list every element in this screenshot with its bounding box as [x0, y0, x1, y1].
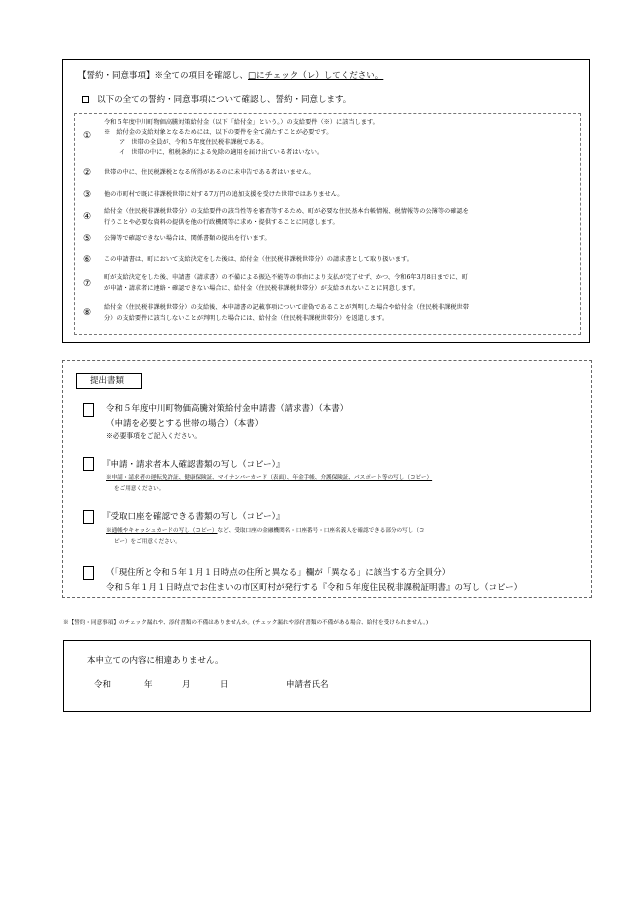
item-number-4: ④ — [83, 212, 92, 222]
date-era: 令和 — [94, 680, 112, 690]
item-number-7: ⑦ — [83, 279, 92, 289]
doc-3-title: 『受取口座を確認できる書類の写し（コピー）』 — [102, 512, 285, 522]
item-number-2: ② — [83, 168, 92, 178]
doc-2-note-2: をご用意ください。 — [114, 486, 165, 492]
item-number-6: ⑥ — [83, 255, 92, 265]
item-7-line-1: 町が支給決定をした後、申請書（請求書）の不備による振込不能等の事由により支払が完了せず、かつ、令和6年3月8日までに、町 — [104, 274, 468, 281]
item-2-line-1: 世帯の中に、住民税課税となる所得があるのに未申告である者はいません。 — [104, 169, 315, 176]
pledge-header-text: 【誓約・同意事項】※全ての項目を確認し、 — [78, 71, 249, 81]
item-1-line-4: イ 世帯の中に、租税条約による免除の適用を届け出ている者はいない。 — [119, 149, 324, 156]
item-5-line-1: 公簿等で確認できない場合は、関係書類の提出を行います。 — [104, 235, 271, 242]
item-number-1: ① — [83, 131, 92, 141]
confirmation-statement: 本申立ての内容に相違ありません。 — [87, 656, 224, 666]
item-3-line-1: 他の市町村で既に非課税世帯に対する7万円の追加支援を受けた世帯ではありません。 — [104, 191, 344, 198]
item-8-line-1: 給付金（住民税非課税世帯分）の支給後、本申請書の記載事項について虚偽であることが判明した場合や給付金（住民税非課税世帯 — [104, 304, 469, 311]
applicant-name-label: 申請者氏名 — [286, 680, 329, 690]
item-4-line-2: 行うことや必要な資料の提供を他の行政機関等に求め・提供することに同意します。 — [104, 219, 339, 226]
doc-3-note-2: ピー）をご用意ください。 — [114, 539, 181, 545]
doc-1-line-2: （申請を必要とする世帯の場合）（本書） — [106, 419, 264, 429]
doc-3-checkbox[interactable] — [83, 510, 94, 524]
date-year: 年 — [144, 680, 153, 690]
pledge-header-instruction: □にチェック（レ）してください。 — [248, 71, 384, 81]
item-7-line-2: が申請・請求者に連絡・確認できない場合に、給付金（住民税非課税世帯分）が支給されないことに同意します。 — [104, 285, 420, 292]
item-1-line-3: ア 世帯の全員が、令和５年度住民税非課税である。 — [119, 139, 268, 146]
item-number-5: ⑤ — [83, 234, 92, 244]
doc-1-checkbox[interactable] — [83, 403, 94, 417]
doc-1-line-1: 令和５年度中川町物価高騰対策給付金申請書（請求書）（本書） — [106, 404, 349, 414]
item-number-8: ⑧ — [83, 308, 92, 318]
date-month: 月 — [182, 680, 191, 690]
attachment-note: ※【誓約・同意事項】のチェック漏れや、添付書類の不備はありませんか。(チェック漏れや添付書類の不備がある場合、給付を受けられません。) — [63, 620, 429, 626]
documents-label: 提出書類 — [90, 376, 125, 386]
doc-4-checkbox[interactable] — [83, 566, 94, 580]
doc-2-title: 『申請・請求者本人確認書類の写し（コピー）』 — [102, 460, 285, 470]
doc-3-note-1a: ※通帳やキャッシュカードの写し（コピー） — [106, 528, 218, 534]
agree-label: 以下の全ての誓約・同意事項について確認し、誓約・同意します。 — [97, 95, 352, 105]
doc-4-line-1: （「現住所と令和５年１月１日時点の住所と異なる」欄が「異なる」に該当する方全員分） — [106, 568, 451, 578]
doc-3-note-1b: など、受取口座の金融機関名・口座番号・口座名義人を確認できる部分の写し（コ — [217, 528, 425, 534]
agree-row — [82, 96, 351, 105]
applicant-name-field[interactable] — [340, 676, 570, 692]
item-1-line-1: 令和５年度中川町物価高騰対策給付金（以下「給付金」という。）の支給要件（※）に該当します。 — [104, 119, 379, 126]
date-day: 日 — [220, 680, 229, 690]
doc-1-line-3: ※必要事項をご記入ください。 — [106, 432, 202, 440]
item-4-line-1: 給付金（住民税非課税世帯分）の支給要件の該当性等を審査等するため、町が必要な住民基本台帳情報、税情報等の公簿等の確認を — [104, 208, 469, 215]
item-number-3: ③ — [83, 190, 92, 200]
item-1-line-2: ※ 給付金の支給対象となるためには、以下の要件を全て満たすことが必要です。 — [104, 129, 333, 136]
agree-checkbox[interactable] — [82, 96, 89, 103]
doc-3-note-1 — [106, 529, 425, 535]
item-6-line-1: この申請書は、町において支給決定をした後は、給付金（住民税非課税世帯分）の請求書として取り扱います。 — [104, 256, 413, 263]
pledge-header — [78, 72, 383, 81]
doc-2-checkbox[interactable] — [83, 457, 94, 471]
item-8-line-2: 分）の支給要件に該当しないことが判明した場合には、給付金（住民税非課税世帯分）を返還します。 — [104, 315, 389, 322]
doc-2-note-1: ※申請・請求者の運転免許証、健康保険証、マイナンバーカード（表面）、年金手帳、介護保険証、パスポート等の写し（コピー） — [106, 475, 433, 481]
doc-4-line-2: 令和５年１月１日時点でお住まいの市区町村が発行する『令和５年度住民税非課税証明書』の写し（コピー） — [106, 583, 523, 593]
